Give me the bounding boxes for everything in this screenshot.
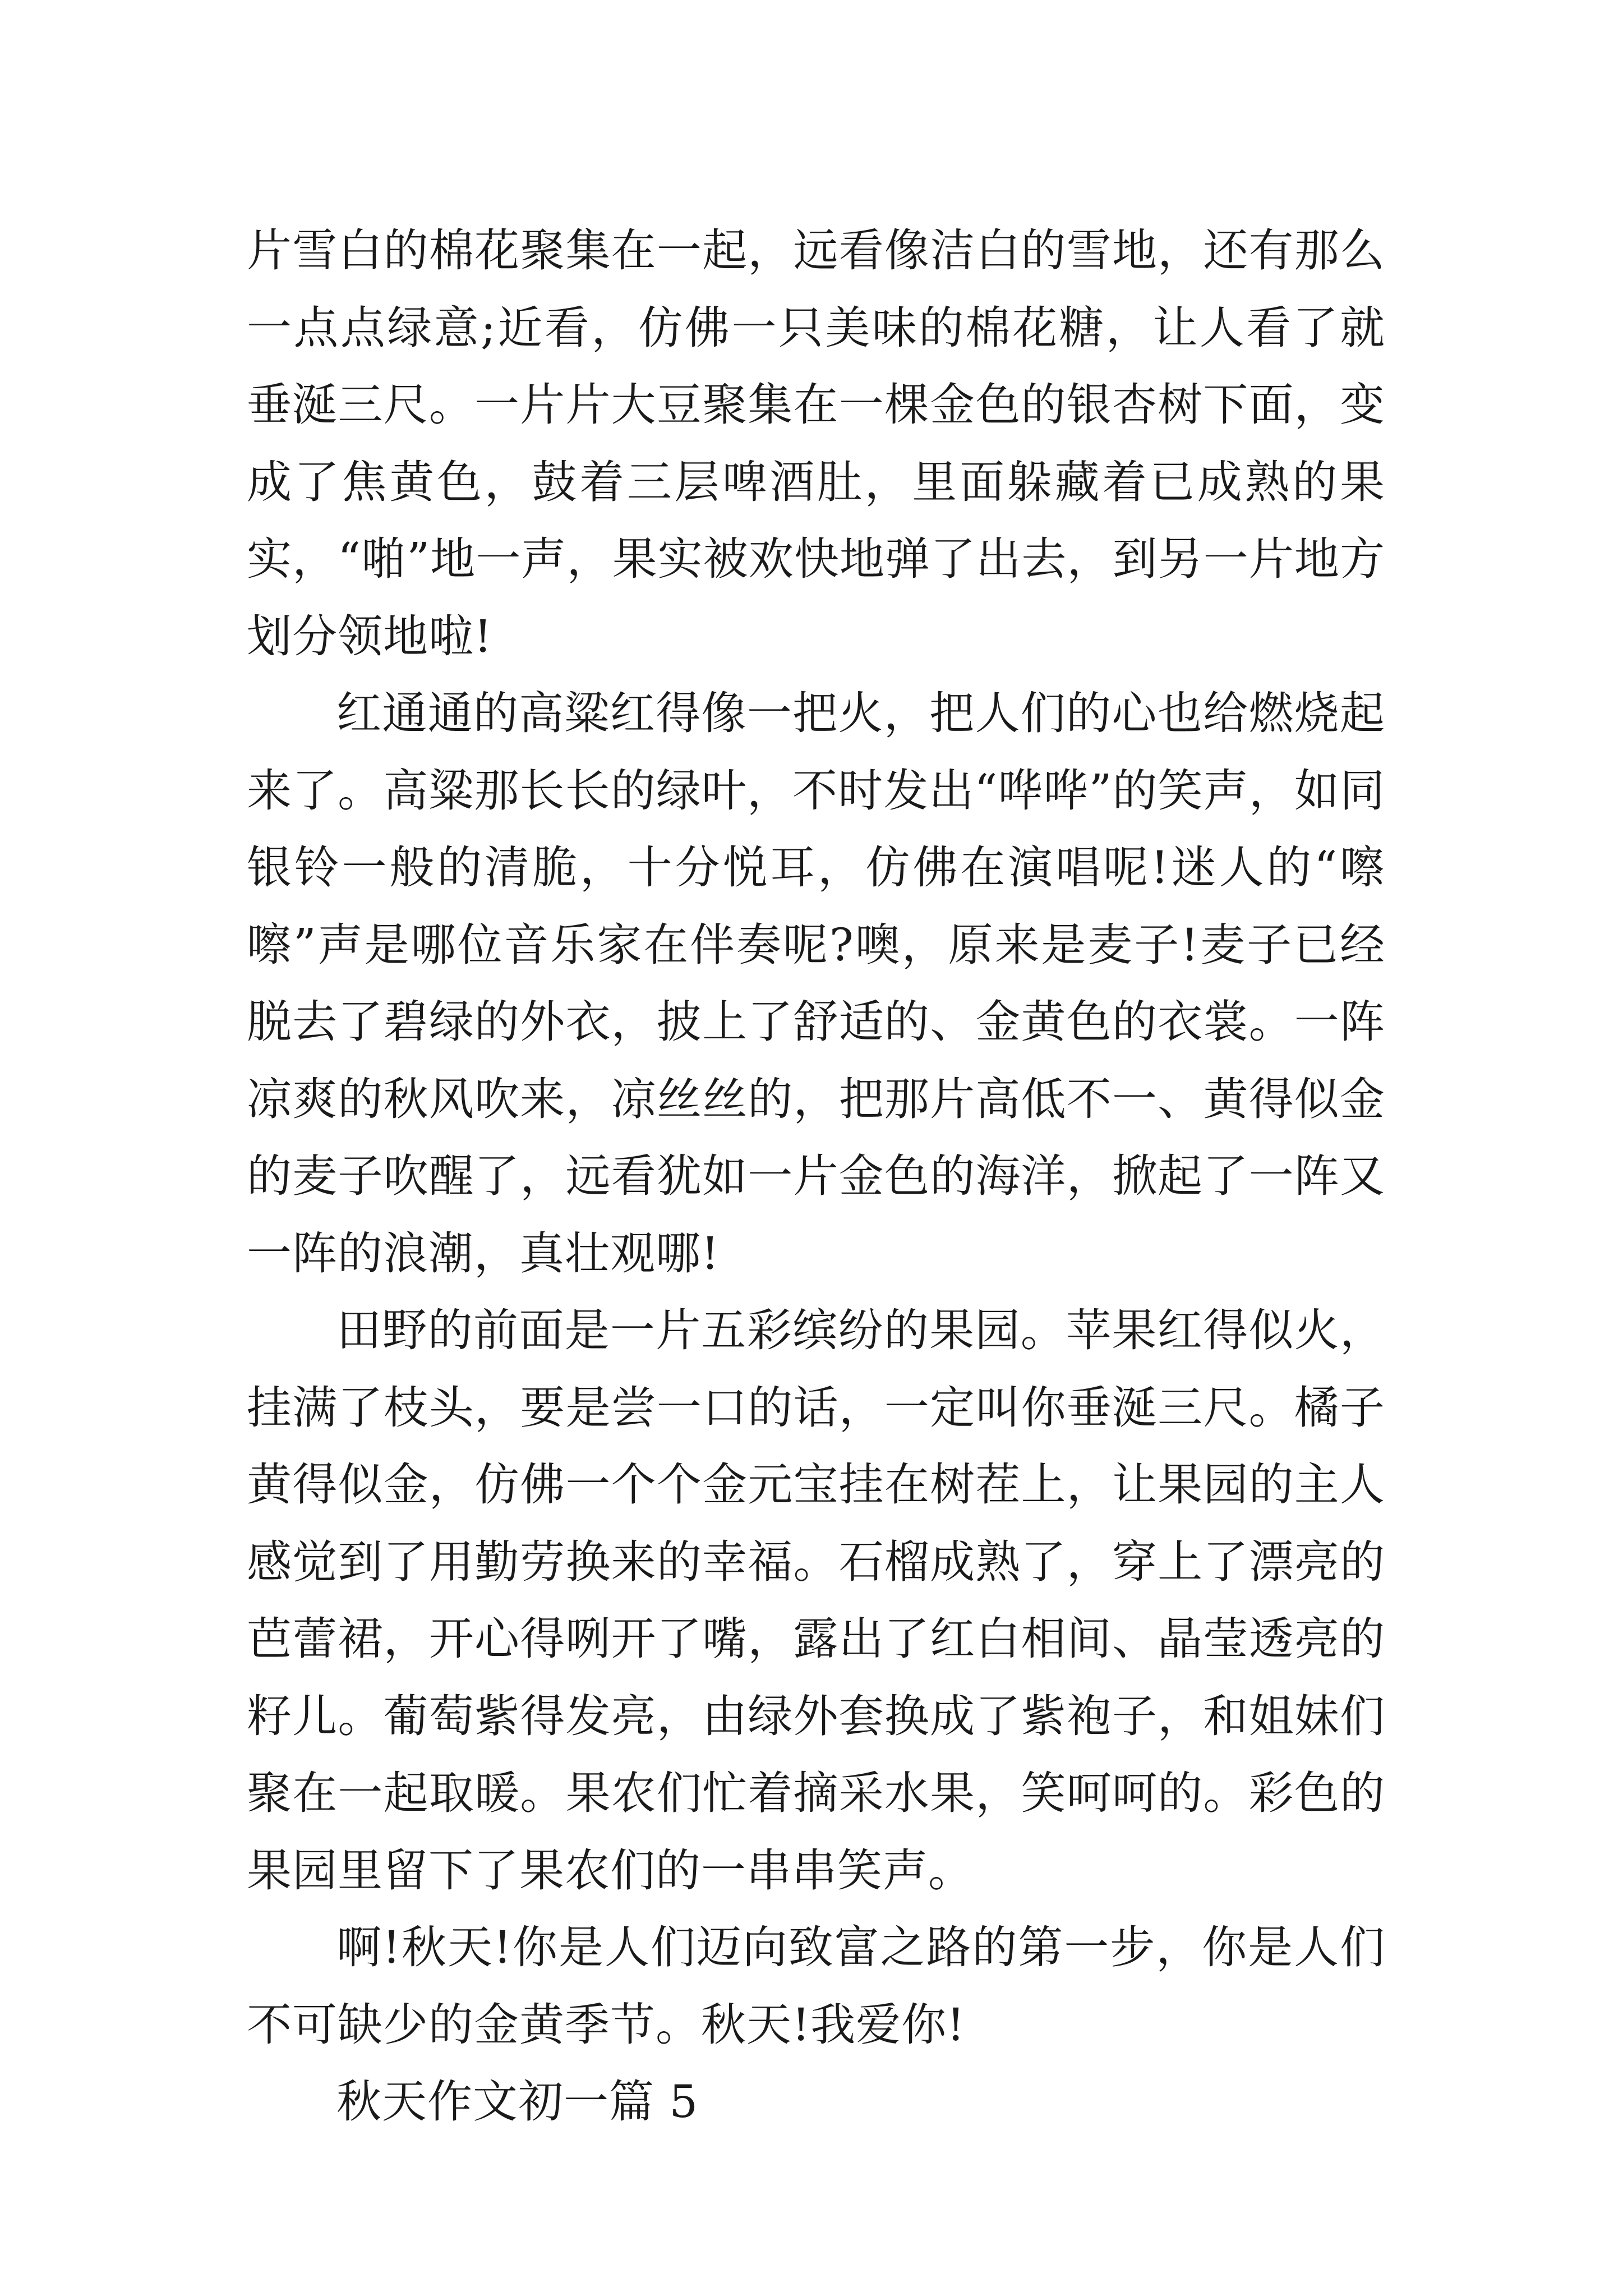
document-body bbox=[247, 212, 1385, 2141]
paragraph-1: 片雪白的棉花聚集在一起，远看像洁白的雪地，还有那么一点点绿意;近看，仿佛一只美味的棉花糖，让人看了就垂涎三尺。一片片大豆聚集在一棵金色的银杏树下面，变成了焦黄色，鼓着三层啤酒肚，里面躲藏着已成熟的果实，“啪”地一声，果实被欢快地弹了出去，到另一片地方划分领地啦! bbox=[247, 224, 1385, 662]
paragraph-3: 田野的前面是一片五彩缤纷的果园。苹果红得似火，挂满了枝头，要是尝一口的话，一定叫你垂涎三尺。橘子黄得似金，仿佛一个个金元宝挂在树茬上，让果园的主人感觉到了用勤劳换来的幸福。石榴成熟了，穿上了漂亮的芭蕾裙，开心得咧开了嘴，露出了红白相间、晶莹透亮的籽儿。葡萄紫得发亮，由绿外套换成了紫袍子，和姐妹们聚在一起取暖。果农们忙着摘采水果，笑呵呵的。彩色的果园里留下了果农们的一串串笑声。 bbox=[247, 1304, 1385, 1897]
paragraph-4: 啊!秋天!你是人们迈向致富之路的第一步，你是人们不可缺少的金黄季节。秋天!我爱你! bbox=[247, 1921, 1385, 2051]
paragraph-2: 红通通的高粱红得像一把火，把人们的心也给燃烧起来了。高粱那长长的绿叶，不时发出“哗哗”的笑声，如同银铃一般的清脆，十分悦耳，仿佛在演唱呢!迷人的“嚓嚓”声是哪位音乐家在伴奏呢?噢，原来是麦子!麦子已经脱去了碧绿的外衣，披上了舒适的、金黄色的衣裳。一阵凉爽的秋风吹来，凉丝丝的，把那片高低不一、黄得似金的麦子吹醒了，远看犹如一片金色的海洋，掀起了一阵又一阵的浪潮，真壮观哪! bbox=[247, 687, 1385, 1280]
section-heading: 秋天作文初一篇 5 bbox=[336, 2076, 699, 2128]
